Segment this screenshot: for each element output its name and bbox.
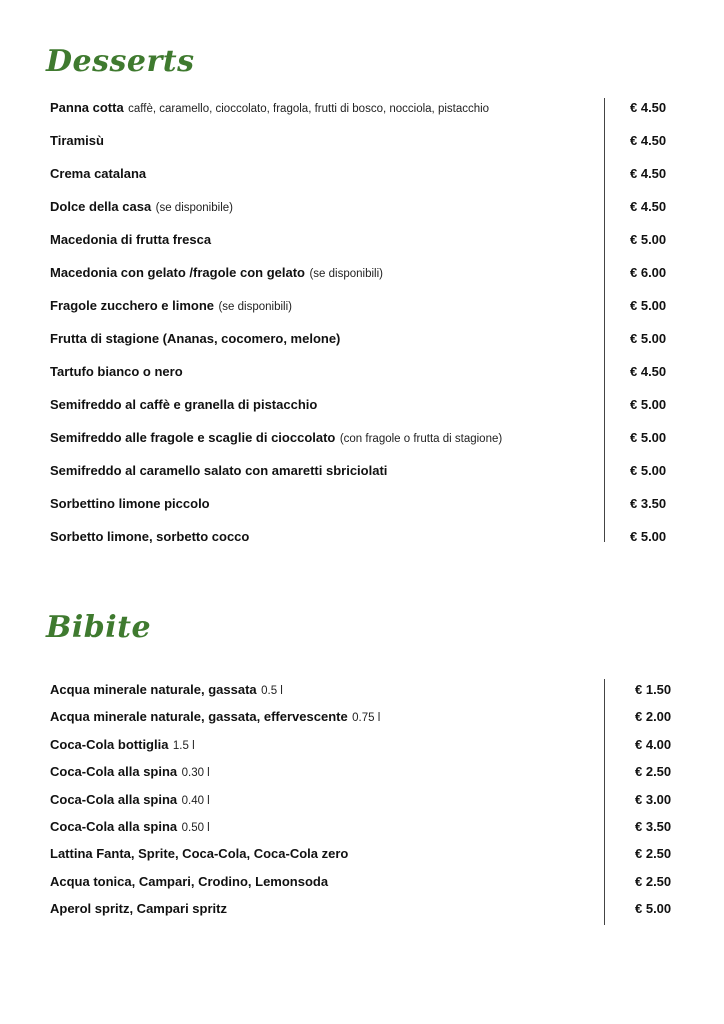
dessert-item: [50, 198, 233, 216]
dessert-item-name: Semifreddo al caffè e granella di pistacchio: [50, 397, 318, 412]
dessert-item-price: € 5.00: [630, 298, 667, 313]
drink-item-price: € 2.50: [635, 873, 672, 889]
drink-item: [50, 845, 348, 863]
dessert-item: [50, 429, 502, 447]
drink-item-name: Coca-Cola alla spina: [50, 819, 178, 834]
dessert-item-price: € 5.00: [630, 397, 667, 412]
dessert-item: [50, 99, 489, 117]
drink-item-name: Acqua minerale naturale, gassata, effervescente: [50, 709, 348, 725]
dessert-item-name: Panna cotta: [50, 100, 124, 115]
drink-item-price: € 3.50: [635, 819, 672, 834]
dessert-item-price: € 3.50: [630, 496, 667, 511]
dessert-item-price: € 4.50: [630, 100, 667, 115]
drink-item-name: Aperol spritz, Campari spritz: [50, 901, 227, 917]
drink-item-note: 0.75 l: [352, 712, 381, 725]
drink-item-price: € 2.00: [635, 709, 672, 725]
drink-item-name: Coca-Cola alla spina: [50, 764, 178, 780]
dessert-item-price: € 5.00: [630, 463, 667, 478]
dessert-item-price: € 5.00: [630, 529, 667, 544]
drink-item-price: € 2.50: [635, 764, 672, 780]
dessert-item: [50, 495, 210, 513]
drink-item: [50, 791, 210, 809]
dessert-item-note: (se disponibile): [155, 202, 233, 214]
dessert-item-name: Fragole zucchero e limone: [50, 298, 214, 313]
drink-item: [50, 818, 210, 836]
dessert-item-name: Dolce della casa: [50, 199, 152, 214]
dessert-item-price: € 6.00: [630, 265, 667, 280]
dessert-item-note: (se disponibili): [218, 301, 292, 313]
desserts-divider: [604, 98, 605, 542]
drink-item: [50, 873, 328, 891]
dessert-item: [50, 231, 211, 249]
drink-item: [50, 681, 283, 699]
drink-item-price: € 3.00: [635, 791, 672, 807]
dessert-item-note: caffè, caramello, cioccolato, fragola, frutti di bosco, nocciola, pistacchio: [128, 103, 490, 115]
dessert-item-name: Semifreddo al caramello salato con amaretti sbriciolati: [50, 463, 388, 478]
drinks-divider: [604, 679, 605, 925]
dessert-item-price: € 4.50: [630, 364, 667, 379]
dessert-item: [50, 297, 292, 315]
dessert-item: [50, 462, 387, 480]
drink-item-name: Acqua tonica, Campari, Crodino, Lemonsoda: [50, 873, 329, 889]
dessert-item-name: Macedonia con gelato /fragole con gelato: [50, 265, 305, 280]
dessert-item-note: (con fragole o frutta di stagione): [339, 433, 503, 445]
drink-item: [50, 708, 380, 726]
drink-item-note: 0.50 l: [181, 822, 210, 834]
drink-item-price: € 4.00: [635, 736, 672, 752]
dessert-item: [50, 132, 104, 150]
drink-item-note: 0.40 l: [181, 794, 210, 807]
dessert-item-name: Macedonia di frutta fresca: [50, 232, 212, 247]
dessert-item: [50, 528, 249, 546]
dessert-item-name: Semifreddo alle fragole e scaglie di cioccolato: [50, 430, 336, 445]
drink-item-name: Lattina Fanta, Sprite, Coca-Cola, Coca-Cola zero: [50, 846, 349, 862]
dessert-item: [50, 396, 317, 414]
drink-item-price: € 1.50: [635, 682, 672, 697]
drinks-heading: Bibite: [46, 610, 152, 645]
dessert-item-name: Frutta di stagione (Ananas, cocomero, melone): [50, 331, 341, 346]
drink-item-price: € 2.50: [635, 846, 672, 862]
drink-item-name: Coca-Cola alla spina: [50, 791, 178, 807]
dessert-item: [50, 264, 383, 282]
dessert-item-name: Sorbetto limone, sorbetto cocco: [50, 529, 250, 544]
dessert-item-price: € 4.50: [630, 133, 667, 148]
dessert-item-name: Tartufo bianco o nero: [50, 364, 183, 379]
dessert-item-price: € 4.50: [630, 199, 667, 214]
drink-item: [50, 736, 195, 754]
dessert-item-note: (se disponibili): [309, 268, 383, 280]
dessert-item-price: € 5.00: [630, 430, 667, 445]
drink-item-price: € 5.00: [635, 901, 672, 917]
drink-item-note: 0.5 l: [261, 685, 283, 697]
dessert-item-name: Tiramisù: [50, 133, 104, 148]
drink-item-name: Coca-Cola bottiglia: [50, 736, 169, 752]
desserts-heading: Desserts: [46, 44, 195, 79]
drink-item: [50, 763, 210, 781]
dessert-item: [50, 330, 340, 348]
drink-item-note: 1.5 l: [172, 739, 195, 752]
drink-item-note: 0.30 l: [181, 767, 210, 780]
drink-item: [50, 900, 227, 918]
dessert-item: [50, 165, 146, 183]
drink-item-name: Acqua minerale naturale, gassata: [50, 682, 257, 697]
dessert-item-name: Crema catalana: [50, 166, 147, 181]
dessert-item-price: € 5.00: [630, 232, 667, 247]
dessert-item-name: Sorbettino limone piccolo: [50, 496, 210, 511]
dessert-item: [50, 363, 183, 381]
dessert-item-price: € 4.50: [630, 166, 667, 181]
dessert-item-price: € 5.00: [630, 331, 667, 346]
